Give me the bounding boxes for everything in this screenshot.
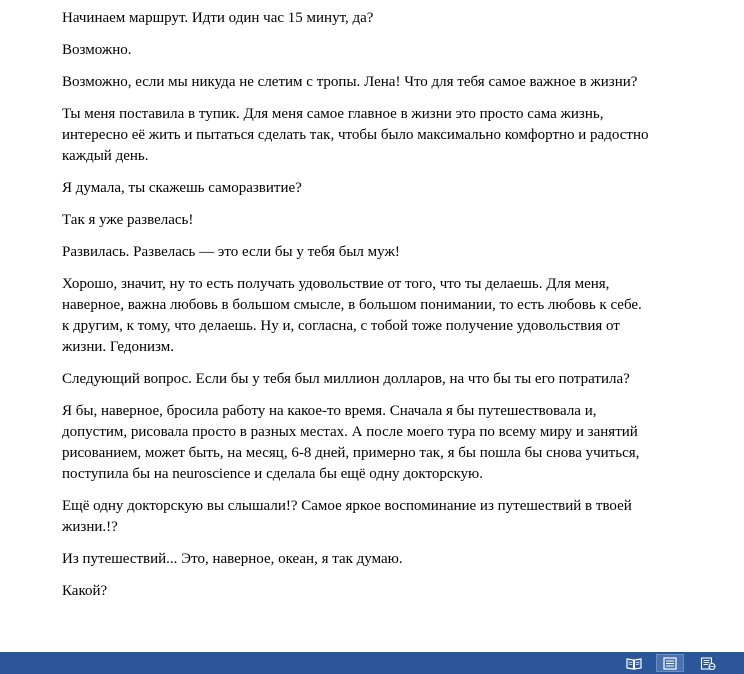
- paragraph: Начинаем маршрут. Идти один час 15 минут, да?: [62, 10, 374, 26]
- print-layout-button[interactable]: [656, 654, 684, 672]
- paragraph: Следующий вопрос. Если бы у тебя был миллион долларов, на что бы ты его потратила?: [62, 371, 630, 387]
- paragraph: Так я уже развелась!: [62, 212, 194, 228]
- paragraph: Ещё одну докторскую вы слышали!? Самое яркое воспоминание из путешествий в твоей жизни.!?: [62, 498, 632, 535]
- document-body[interactable]: [62, 8, 652, 613]
- paragraph: Ты меня поставила в тупик. Для меня самое главное в жизни это просто сама жизнь, интересно её жить и пытаться сделать так, чтобы было максимально комфортно и радостно каждый день.: [62, 106, 649, 164]
- web-layout-button[interactable]: [694, 654, 722, 672]
- read-mode-button[interactable]: [620, 654, 648, 672]
- read-mode-icon: [626, 657, 642, 670]
- paragraph: Возможно.: [62, 42, 132, 58]
- paragraph: Я думала, ты скажешь саморазвитие?: [62, 180, 302, 196]
- paragraph: Я бы, наверное, бросила работу на какое-то время. Сначала я бы путешествовала и, допустим, рисовала просто в разных местах. А после моего тура по всему миру и занятий рисованием, может быть, на месяц, 6-8 дней, примерно так, я бы пошла бы снова учиться, поступила бы на neuroscience и сделала бы ещё одну докторскую.: [62, 403, 640, 482]
- print-layout-icon: [662, 657, 678, 670]
- paragraph: Развилась. Развелась — это если бы у тебя был муж!: [62, 244, 400, 260]
- web-layout-icon: [700, 657, 716, 670]
- paragraph: Какой?: [62, 583, 108, 599]
- status-bar: [0, 652, 744, 674]
- paragraph: Из путешествий... Это, наверное, океан, я так думаю.: [62, 551, 403, 567]
- paragraph: Возможно, если мы никуда не слетим с тропы. Лена! Что для тебя самое важное в жизни?: [62, 74, 638, 90]
- paragraph: Хорошо, значит, ну то есть получать удовольствие от того, что ты делаешь. Для меня, наверное, важна любовь в большом смысле, в большом понимании, то есть любовь к себе. к другим, к тому, что делаешь. Ну и, согласна, с тобой тоже получение удовольствия от жизни. Гедонизм.: [62, 276, 642, 355]
